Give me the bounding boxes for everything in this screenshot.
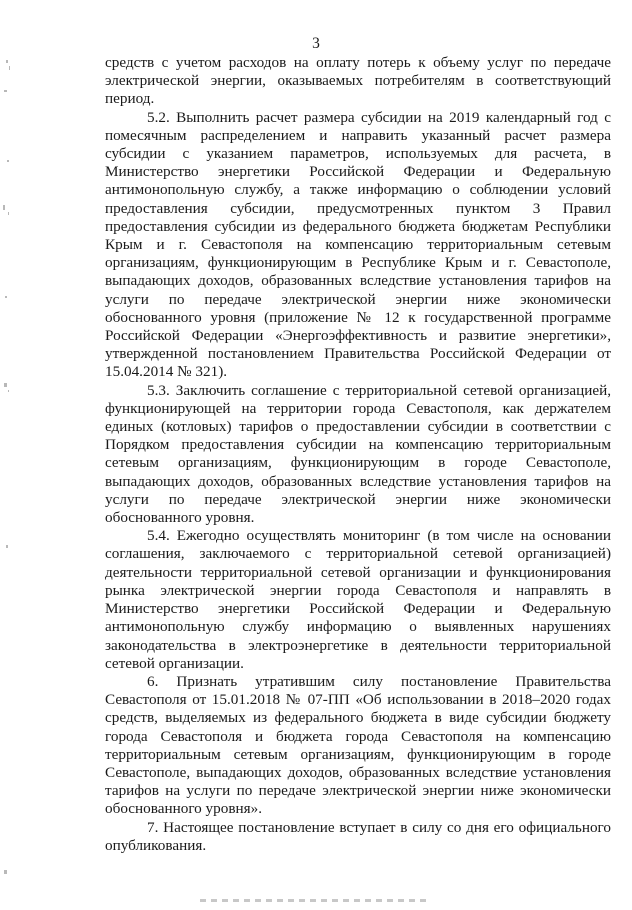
- page-number: 3: [312, 35, 320, 52]
- paragraph-5-2: 5.2. Выполнить расчет размера субсидии на 2019 календарный год с помесячным распределением и направить указанный расчет размера субсидии с указанием параметров, используемых для расчета, в Министерство энергетики Российской Федерации и Федеральную антимонопольную службу, а также информацию о соблюдении условий предоставления субсидии, предусмотренных пунктом 3 Правил предоставления субсидии из федерального бюджета бюджетам Республики Крым и г. Севастополя на компенсацию территориальным сетевым организациям, функционирующим в Республике Крым и г. Севастополе, выпадающих доходов, образованных вследствие установления тарифов на услуги по передаче электрической энергии ниже экономически обоснованного уровня (приложение № 12 к государственной программе Российской Федерации «Энергоэффективность и развитие энергетики», утвержденной постановлением Правительства Российской Федерации от 15.04.2014 № 321).: [105, 108, 611, 381]
- paragraph-6: 6. Признать утратившим силу постановление Правительства Севастополя от 15.01.2018 № 07-ПП «Об использовании в 2018–2020 годах средств, выделяемых из федерального бюджета в виде субсидии бюджету города Севастополя и бюджета города Севастополя на компенсацию территориальным сетевым организациям, функционирующим в городе Севастополе, выпадающих доходов, образованных вследствие установления тарифов на услуги по передаче электрической энергии ниже экономически обоснованного уровня».: [105, 672, 611, 818]
- scan-bottom-edge: [200, 899, 430, 902]
- paragraph-7: 7. Настоящее постановление вступает в силу со дня его официального опубликования.: [105, 818, 611, 854]
- paragraph-continuation: средств с учетом расходов на оплату потерь к объему услуг по передаче электрической энергии, оказываемых потребителям в соответствующий период.: [105, 54, 611, 108]
- paragraph-5-3: 5.3. Заключить соглашение с территориальной сетевой организацией, функционирующей на территории города Севастополя, как держателем единых (котловых) тарифов о предоставлении субсидии в соответствии с Порядком предоставления субсидии на компенсацию территориальным сетевым организациям, функционирующим в городе Севастополе, выпадающих доходов, образованных вследствие установления тарифов на услуги по передаче электрической энергии ниже экономически обоснованного уровня.: [105, 381, 611, 527]
- paragraph-5-4: 5.4. Ежегодно осуществлять мониторинг (в том числе на основании соглашения, заключаемого с территориальной сетевой организацией) деятельности территориальной сетевой организации и функционирования рынка электрической энергии города Севастополя и направлять в Министерство энергетики Российской Федерации и Федеральную антимонопольную службу информацию о выявленных нарушениях законодательства в электроэнергетике в деятельности территориальной сетевой организации.: [105, 527, 611, 672]
- scan-edge-marks: [0, 0, 20, 905]
- document-body: [105, 54, 611, 855]
